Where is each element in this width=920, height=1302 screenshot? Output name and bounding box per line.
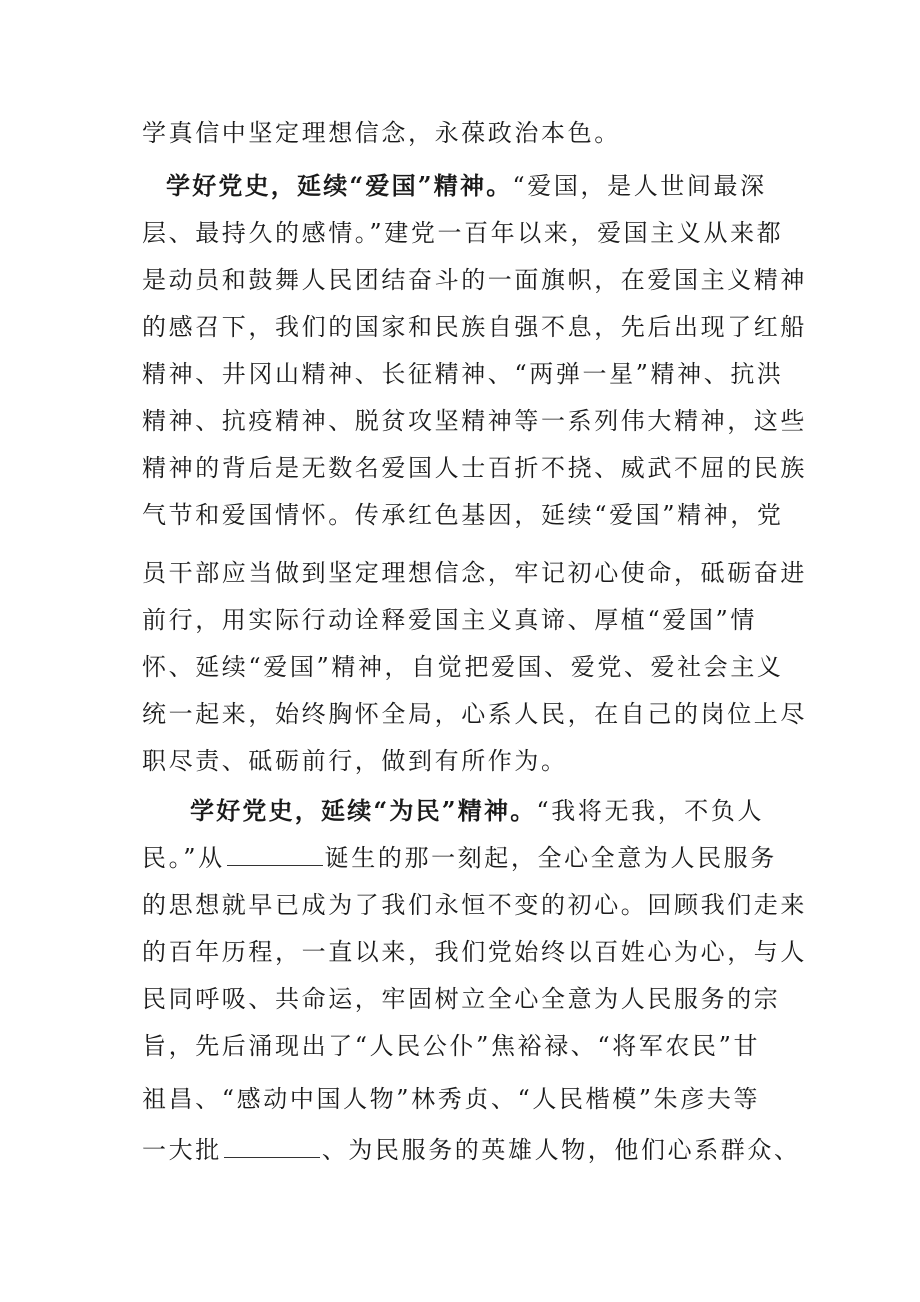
paragraph-weimin-line: 的百年历程，一直以来，我们党始终以百姓心为心，与人 [142,938,807,966]
fill-in-blank [227,864,323,866]
paragraph-weimin-line: 旨，先后涌现出了“人民公仆”焦裕禄、“将军农民”甘 [142,1032,761,1060]
paragraph-weimin-first-line [190,796,830,826]
paragraph-weimin-heading: 学好党史，延续“为民”精神。 [190,796,537,825]
paragraph-aiguo-text: “爱国，是人世间最深 [512,172,767,200]
paragraph-aiguo-line: 是动员和鼓舞人民团结奋斗的一面旗帜，在爱国主义精神 [142,266,807,294]
intro-tail-line: 学真信中坚定理想信念，永葆政治本色。 [142,119,621,147]
paragraph-aiguo-line: 层、最持久的感情。”建党一百年以来，爱国主义从来都 [142,219,784,247]
paragraph-weimin-text: “我将无我，不负人 [536,797,765,825]
paragraph-weimin-line: 祖昌、“感动中国人物”林秀贞、“人民楷模”朱彦夫等 [142,1085,761,1113]
paragraph-weimin-line [142,843,782,873]
paragraph-weimin-line: 的思想就早已成为了我们永恒不变的初心。回顾我们走来 [142,891,807,919]
paragraph-aiguo-line: 的感召下，我们的国家和民族自强不息，先后出现了红船 [142,313,807,341]
paragraph-aiguo-heading: 学好党史，延续“爱国”精神。 [166,171,513,200]
paragraph-aiguo-line: 精神、井冈山精神、长征精神、“两弹一星”精神、抗洪 [142,360,784,388]
paragraph-aiguo-line: 精神的背后是无数名爱国人士百折不挠、威武不屈的民族 [142,454,807,482]
fill-in-blank [224,1156,320,1158]
line-text-after-blank: 、为民服务的英雄人物，他们心系群众、 [321,1136,801,1164]
paragraph-aiguo-line: 职尽责、砥砺前行，做到有所作为。 [142,747,568,775]
paragraph-aiguo-line: 统一起来，始终胸怀全局，心系人民，在自己的岗位上尽 [142,700,807,728]
paragraph-weimin-line: 民同呼吸、共命运，牢固树立全心全意为人民服务的宗 [142,985,781,1013]
paragraph-weimin-line [142,1135,801,1165]
paragraph-aiguo-first-line [166,171,806,201]
line-text-before-blank: 民。”从 [142,844,225,872]
paragraph-aiguo-line: 精神、抗疫精神、脱贫攻坚精神等一系列伟大精神，这些 [142,407,807,435]
line-text-after-blank: 诞生的那一刻起，全心全意为人民服务 [324,844,777,872]
paragraph-aiguo-line: 气节和爱国情怀。传承红色基因，延续“爱国”精神，党 [142,501,784,529]
paragraph-aiguo-line: 前行，用实际行动诠释爱国主义真谛、厚植“爱国”情 [142,606,757,634]
paragraph-aiguo-line: 怀、延续“爱国”精神，自觉把爱国、爱党、爱社会主义 [142,653,784,681]
paragraph-aiguo-line: 员干部应当做到坚定理想信念，牢记初心使命，砥砺奋进 [142,559,807,587]
line-text-before-blank: 一大批 [142,1136,222,1164]
